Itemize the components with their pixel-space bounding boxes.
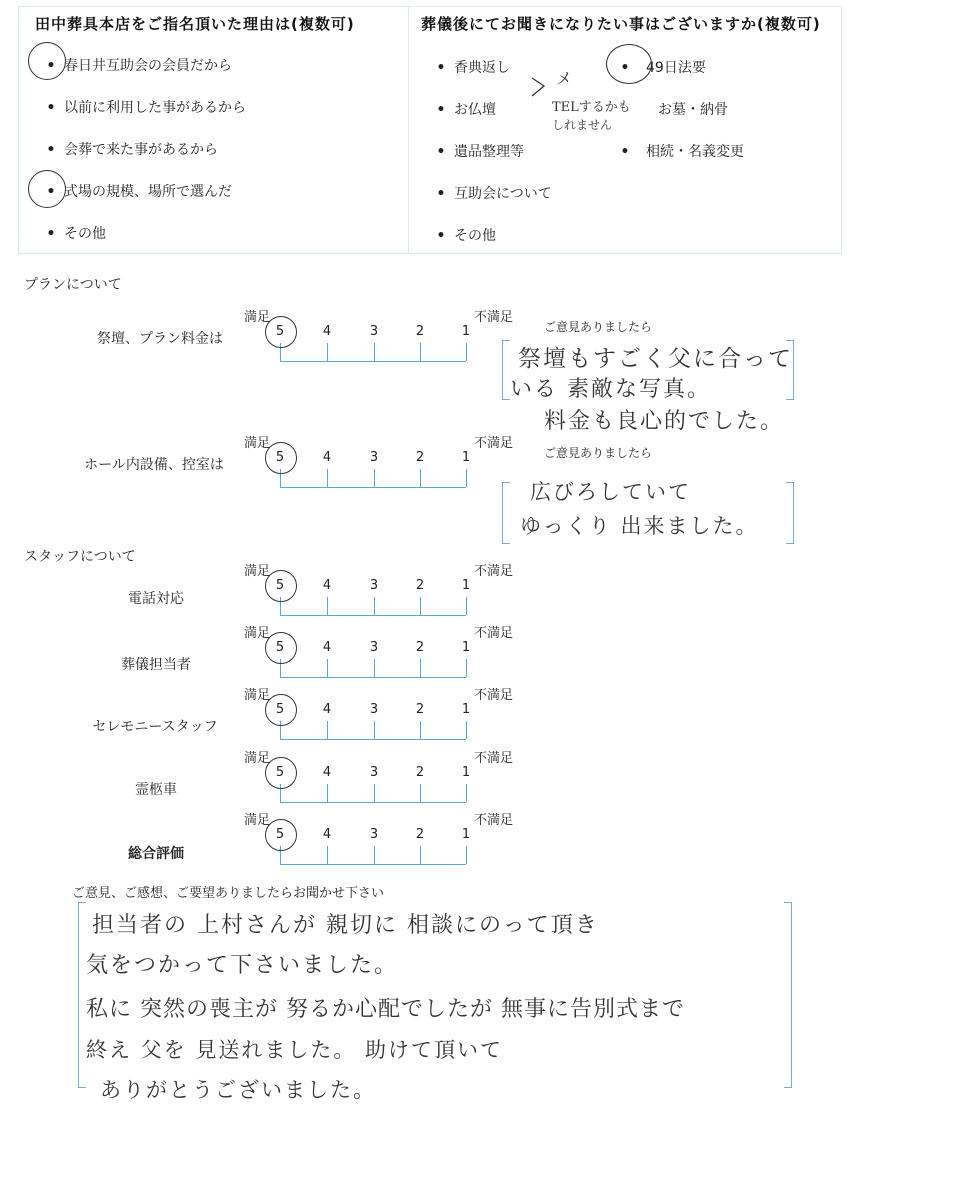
scale-number[interactable]: 4 (322, 702, 332, 717)
plan-section-title: プランについて (24, 277, 122, 293)
scale-number[interactable]: 3 (369, 827, 379, 842)
scale-baseline (280, 864, 466, 865)
plan-comment-prompt-2: ご意見ありましたら (544, 446, 653, 460)
satisfied-label: 満足 (244, 751, 271, 766)
inquiry-option-3[interactable]: • 遺品整理等 (436, 144, 524, 160)
scale-tick (374, 597, 375, 615)
rating-scale (275, 634, 480, 682)
scale-tick (420, 659, 421, 677)
handwritten-inquiry-note: しれません (552, 118, 613, 132)
scale-number[interactable]: 3 (369, 324, 379, 339)
inquiry-option-7[interactable] (658, 99, 728, 119)
reason-option-2[interactable]: • 以前に利用した事があるから (46, 100, 246, 116)
scale-tick (466, 343, 467, 361)
scale-tick (374, 721, 375, 739)
scale-number[interactable]: 5 (275, 324, 285, 339)
scale-number[interactable]: 4 (322, 640, 332, 655)
scale-tick (374, 343, 375, 361)
scale-tick (466, 659, 467, 677)
scale-number[interactable]: 2 (415, 324, 425, 339)
satisfied-label: 満足 (244, 564, 271, 579)
scale-number[interactable]: 2 (415, 827, 425, 842)
scale-number[interactable]: 4 (322, 765, 332, 780)
scale-number[interactable]: 2 (415, 450, 425, 465)
scale-number[interactable]: 3 (369, 765, 379, 780)
scale-number[interactable]: 5 (275, 640, 285, 655)
scale-tick (327, 597, 328, 615)
rating-label: 霊柩車 (135, 782, 177, 798)
satisfied-label: 満足 (244, 813, 271, 828)
inquiry-box-title: 葬儀後にてお聞きになりたい事はございますか(複数可) (421, 15, 821, 33)
selected-rating-circle (265, 442, 297, 474)
inquiry-option-label: その他 (454, 228, 496, 244)
satisfied-label: 満足 (244, 436, 271, 451)
rating-scale (275, 821, 480, 869)
reason-option-5[interactable]: • その他 (46, 226, 106, 242)
scale-baseline (280, 615, 466, 616)
rating-scale (275, 759, 480, 807)
scale-tick (420, 469, 421, 487)
inquiry-option-2[interactable]: • お仏壇 (436, 102, 496, 118)
unsatisfied-label: 不満足 (474, 310, 514, 325)
handwritten-mark: メ (556, 69, 575, 88)
scale-number[interactable]: 3 (369, 578, 379, 593)
inquiry-option-5[interactable]: • その他 (436, 228, 496, 244)
scale-tick (466, 846, 467, 864)
reason-box (18, 6, 409, 254)
handwritten-inquiry-note: TELするかも (552, 100, 631, 115)
scale-tick (420, 343, 421, 361)
scale-baseline (280, 802, 466, 803)
rating-scale (275, 696, 480, 744)
scale-number[interactable]: 4 (322, 578, 332, 593)
unsatisfied-label: 不満足 (474, 436, 514, 451)
selected-rating-circle (265, 632, 297, 664)
scale-number[interactable]: 1 (461, 450, 471, 465)
selected-rating-circle (265, 316, 297, 348)
scale-number[interactable]: 3 (369, 450, 379, 465)
final-comment-line: 私に 突然の喪主が 努るか心配でしたが 無事に告別式まで (86, 997, 685, 1022)
scale-baseline (280, 361, 466, 362)
inquiry-option-label: お仏壇 (454, 102, 496, 118)
selection-circle (606, 44, 652, 84)
scale-baseline (280, 677, 466, 678)
scale-number[interactable]: 2 (415, 640, 425, 655)
selection-circle (28, 170, 66, 208)
staff-section-title: スタッフについて (24, 549, 136, 565)
inquiry-option-label: 香典返し (454, 60, 510, 76)
reason-option-1[interactable]: • 春日井互助会の会員だから (46, 58, 232, 74)
final-comment-line: 気をつかって下さいました。 (86, 953, 399, 978)
rating-label: ホール内設備、控室は (84, 457, 224, 473)
reason-box-title: 田中葬具本店をご指名頂いた理由は(複数可) (35, 15, 355, 33)
scale-number[interactable]: 3 (369, 640, 379, 655)
unsatisfied-label: 不満足 (474, 751, 514, 766)
selected-rating-circle (265, 757, 297, 789)
scale-tick (420, 597, 421, 615)
inquiry-option-label: 49日法要 (646, 60, 706, 76)
scale-tick (374, 846, 375, 864)
scale-tick (327, 343, 328, 361)
plan-comment-prompt-1: ご意見ありましたら (544, 320, 653, 334)
inquiry-option-label: 相続・名義変更 (646, 144, 744, 160)
satisfied-label: 満足 (244, 626, 271, 641)
rating-scale (275, 318, 480, 366)
scale-tick (327, 721, 328, 739)
scale-number[interactable]: 4 (322, 827, 332, 842)
scale-tick (420, 721, 421, 739)
scale-number[interactable]: 2 (415, 765, 425, 780)
reason-option-label: 以前に利用した事があるから (64, 100, 246, 116)
reason-option-4[interactable]: • 式場の規模、場所で選んだ (46, 184, 232, 200)
inquiry-option-4[interactable]: • 互助会について (436, 186, 552, 202)
scale-number[interactable]: 2 (415, 702, 425, 717)
rating-scale (275, 444, 480, 492)
reason-option-3[interactable]: • 会葬で来た事があるから (46, 142, 218, 158)
scale-number[interactable]: 4 (322, 324, 332, 339)
inquiry-option-label: お墓・納骨 (658, 102, 728, 118)
final-comment-line: 終え 父を 見送れました。 助けて頂いて (86, 1038, 504, 1062)
final-comment-line: ありがとうございました。 (100, 1078, 376, 1102)
unsatisfied-label: 不満足 (474, 564, 514, 579)
scale-number[interactable]: 1 (461, 827, 471, 842)
scale-baseline (280, 487, 466, 488)
scale-number[interactable]: 5 (275, 578, 285, 593)
plan-comment-line: 広びろしていて (530, 480, 691, 504)
scale-number[interactable]: 5 (275, 450, 285, 465)
inquiry-option-label: 遺品整理等 (454, 144, 524, 160)
scale-number[interactable]: 4 (322, 450, 332, 465)
scale-tick (374, 784, 375, 802)
rating-scale (275, 572, 480, 620)
plan-comment-line: 祭壇もすごく父に合って (518, 346, 793, 372)
plan-comment-line: いる 素敵な写真。 (510, 377, 711, 402)
scale-number[interactable]: 1 (461, 640, 471, 655)
plan-comment-line: 料金も良心的でした。 (544, 409, 785, 434)
scale-tick (420, 846, 421, 864)
scale-tick (327, 846, 328, 864)
rating-label: 祭壇、プラン料金は (97, 331, 223, 347)
scale-tick (327, 469, 328, 487)
scale-number[interactable]: 5 (275, 702, 285, 717)
rating-label: 総合評価 (128, 846, 184, 862)
final-comment-line: 担当者の 上村さんが 親切に 相談にのって頂き (92, 913, 599, 938)
scale-number[interactable]: 5 (275, 765, 285, 780)
scale-number[interactable]: 2 (415, 578, 425, 593)
scale-tick (327, 659, 328, 677)
inquiry-option-label: 互助会について (454, 186, 552, 202)
final-comment-prompt: ご意見、ご感想、ご要望ありましたらお聞かせ下さい (72, 886, 385, 901)
rating-label: セレモニースタッフ (92, 719, 218, 735)
reason-option-label: その他 (64, 226, 106, 242)
selected-rating-circle (265, 694, 297, 726)
selected-rating-circle (265, 819, 297, 851)
unsatisfied-label: 不満足 (474, 688, 514, 703)
selection-circle (28, 42, 66, 80)
scale-number[interactable]: 5 (275, 827, 285, 842)
scale-tick (466, 469, 467, 487)
inquiry-option-6[interactable]: • 49日法要 (620, 60, 706, 76)
scale-number[interactable]: 1 (461, 578, 471, 593)
unsatisfied-label: 不満足 (474, 626, 514, 641)
unsatisfied-label: 不満足 (474, 813, 514, 828)
reason-option-label: 式場の規模、場所で選んだ (64, 184, 232, 200)
scale-number[interactable]: 1 (461, 765, 471, 780)
scale-tick (420, 784, 421, 802)
reason-option-label: 会葬で来た事があるから (64, 142, 218, 158)
scale-tick (374, 659, 375, 677)
inquiry-option-8[interactable]: • 相続・名義変更 (620, 144, 744, 160)
scale-tick (466, 784, 467, 802)
inquiry-option-1[interactable]: • 香典返し (436, 60, 510, 76)
scale-baseline (280, 739, 466, 740)
scale-tick (466, 721, 467, 739)
reason-option-label: 春日井互助会の会員だから (64, 58, 232, 74)
selected-rating-circle (265, 570, 297, 602)
scale-number[interactable]: 1 (461, 324, 471, 339)
satisfied-label: 満足 (244, 310, 271, 325)
satisfied-label: 満足 (244, 688, 271, 703)
rating-label: 電話対応 (128, 591, 184, 607)
scale-number[interactable]: 3 (369, 702, 379, 717)
scale-tick (374, 469, 375, 487)
scale-tick (327, 784, 328, 802)
rating-label: 葬儀担当者 (121, 657, 191, 673)
plan-comment-line: ゆっくり 出来ました。 (520, 514, 759, 538)
scale-tick (466, 597, 467, 615)
scale-number[interactable]: 1 (461, 702, 471, 717)
